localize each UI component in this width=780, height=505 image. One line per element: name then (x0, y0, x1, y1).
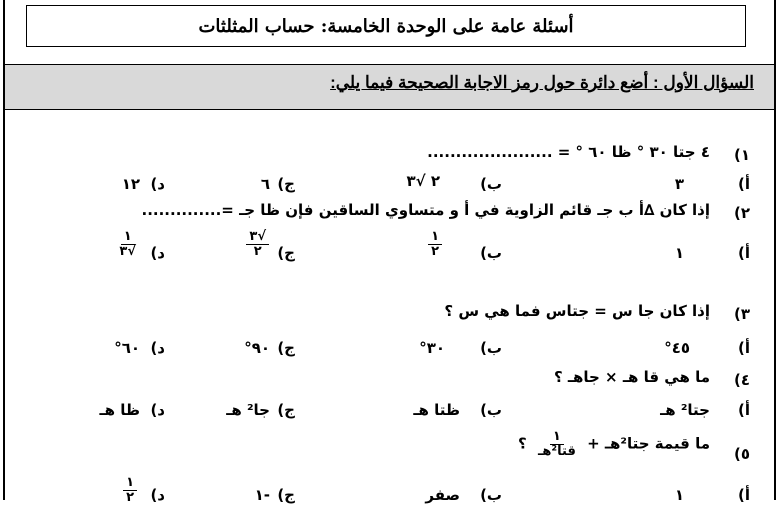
q3-option-c-value: ٩٠° (244, 339, 270, 357)
q5-frac-numerator: ١ (550, 430, 564, 445)
q1-option-d-label[interactable]: د) (150, 175, 165, 193)
q1-option-b-value: ٢ √٣ (406, 172, 440, 190)
q2-option-d-label[interactable]: د) (150, 244, 165, 262)
q5-option-c-value: -١ (254, 486, 270, 504)
q5-option-d-label[interactable]: د) (150, 486, 165, 504)
q2-c-numerator: √٣ (246, 230, 269, 245)
q5-text-after: ؟ (518, 434, 527, 453)
q3-option-d-label[interactable]: د) (150, 339, 165, 357)
q4-option-b-value: ظتا هـ (413, 401, 460, 419)
q2-option-d-value (113, 230, 142, 258)
q3-option-a-value: ٤٥° (664, 339, 690, 357)
q2-option-b-label[interactable]: ب) (480, 244, 502, 262)
q4-option-d-value: ظا هـ (99, 401, 140, 419)
q4-option-c-label[interactable]: ج) (277, 401, 295, 419)
q5-d-denominator: ٢ (126, 489, 134, 505)
q1-option-c-label[interactable]: ج) (277, 175, 295, 193)
q2-option-c-value (243, 230, 272, 258)
question-4-number: ٤) (733, 371, 750, 389)
q1-option-c-value: ٦ (260, 175, 270, 193)
question-5-text (518, 430, 710, 458)
q3-option-c-label[interactable]: ج) (277, 339, 295, 357)
question-3-number: ٣) (733, 305, 750, 323)
q5-option-d-value (120, 476, 140, 504)
q4-option-c-value: جا² هـ (226, 401, 270, 419)
section-heading: السؤال الأول : أضع دائرة حول رمز الاجابة الصحيحة فيما يلي: (330, 73, 754, 92)
q3-option-a-label[interactable]: أ) (738, 339, 750, 357)
q3-option-b-label[interactable]: ب) (480, 339, 502, 357)
q4-option-a-value: جتا² هـ (660, 401, 710, 419)
q5-option-b-label[interactable]: ب) (480, 486, 502, 504)
q2-option-c-label[interactable]: ج) (277, 244, 295, 262)
q2-option-b-value (425, 230, 445, 258)
q4-option-d-label[interactable]: د) (150, 401, 165, 419)
q2-b-numerator: ١ (428, 230, 442, 245)
q2-c-denominator: ٢ (253, 243, 262, 259)
q5-frac-denominator: قتا²هـ (537, 443, 576, 459)
q3-option-d-value: ٦٠° (114, 339, 140, 357)
page-title-text: أسئلة عامة على الوحدة الخامسة: حساب المثلثات (198, 15, 574, 37)
q1-option-b-label[interactable]: ب) (480, 175, 502, 193)
q5-option-c-label[interactable]: ج) (277, 486, 295, 504)
q5-option-a-label[interactable]: أ) (738, 486, 750, 504)
q5-option-a-value: ١ (674, 486, 684, 504)
question-4-text: ما هي قا هـ × جاهـ ؟ (553, 368, 710, 386)
page-border-right (774, 0, 776, 500)
q2-d-numerator: ١ (121, 230, 135, 245)
q1-option-a-value: ٣ (674, 175, 684, 193)
q2-d-denominator: √٣ (119, 243, 136, 259)
q3-option-b-value: ٣٠° (419, 339, 445, 357)
q2-option-a-label[interactable]: أ) (738, 244, 750, 262)
q1-option-d-value: ١٢ (121, 175, 140, 193)
q5-option-b-value: صفر (425, 486, 460, 504)
question-1-number: ١) (733, 146, 750, 164)
q4-option-a-label[interactable]: أ) (738, 401, 750, 419)
question-1-text: ٤ جتا ٣٠ ° ظا ٦٠ ° = ...................... (427, 143, 710, 161)
q5-text-before: ما قيمة جتا²هـ + (587, 434, 710, 453)
q2-b-denominator: ٢ (431, 243, 439, 259)
q4-option-b-label[interactable]: ب) (480, 401, 502, 419)
question-2-number: ٢) (733, 204, 750, 222)
q2-option-a-value: ١ (674, 244, 684, 262)
page-title (26, 5, 746, 47)
q5-d-numerator: ١ (123, 476, 137, 491)
question-2-text: إذا كان ∆أ ب جـ قائم الزاوية في أ و متساوي الساقين فإن ظا جـ =.............. (141, 201, 710, 219)
q1-option-a-label[interactable]: أ) (738, 175, 750, 193)
question-5-number: ٥) (733, 445, 750, 463)
question-3-text: إذا كان جا س = جتاس فما هي س ؟ (444, 302, 710, 320)
